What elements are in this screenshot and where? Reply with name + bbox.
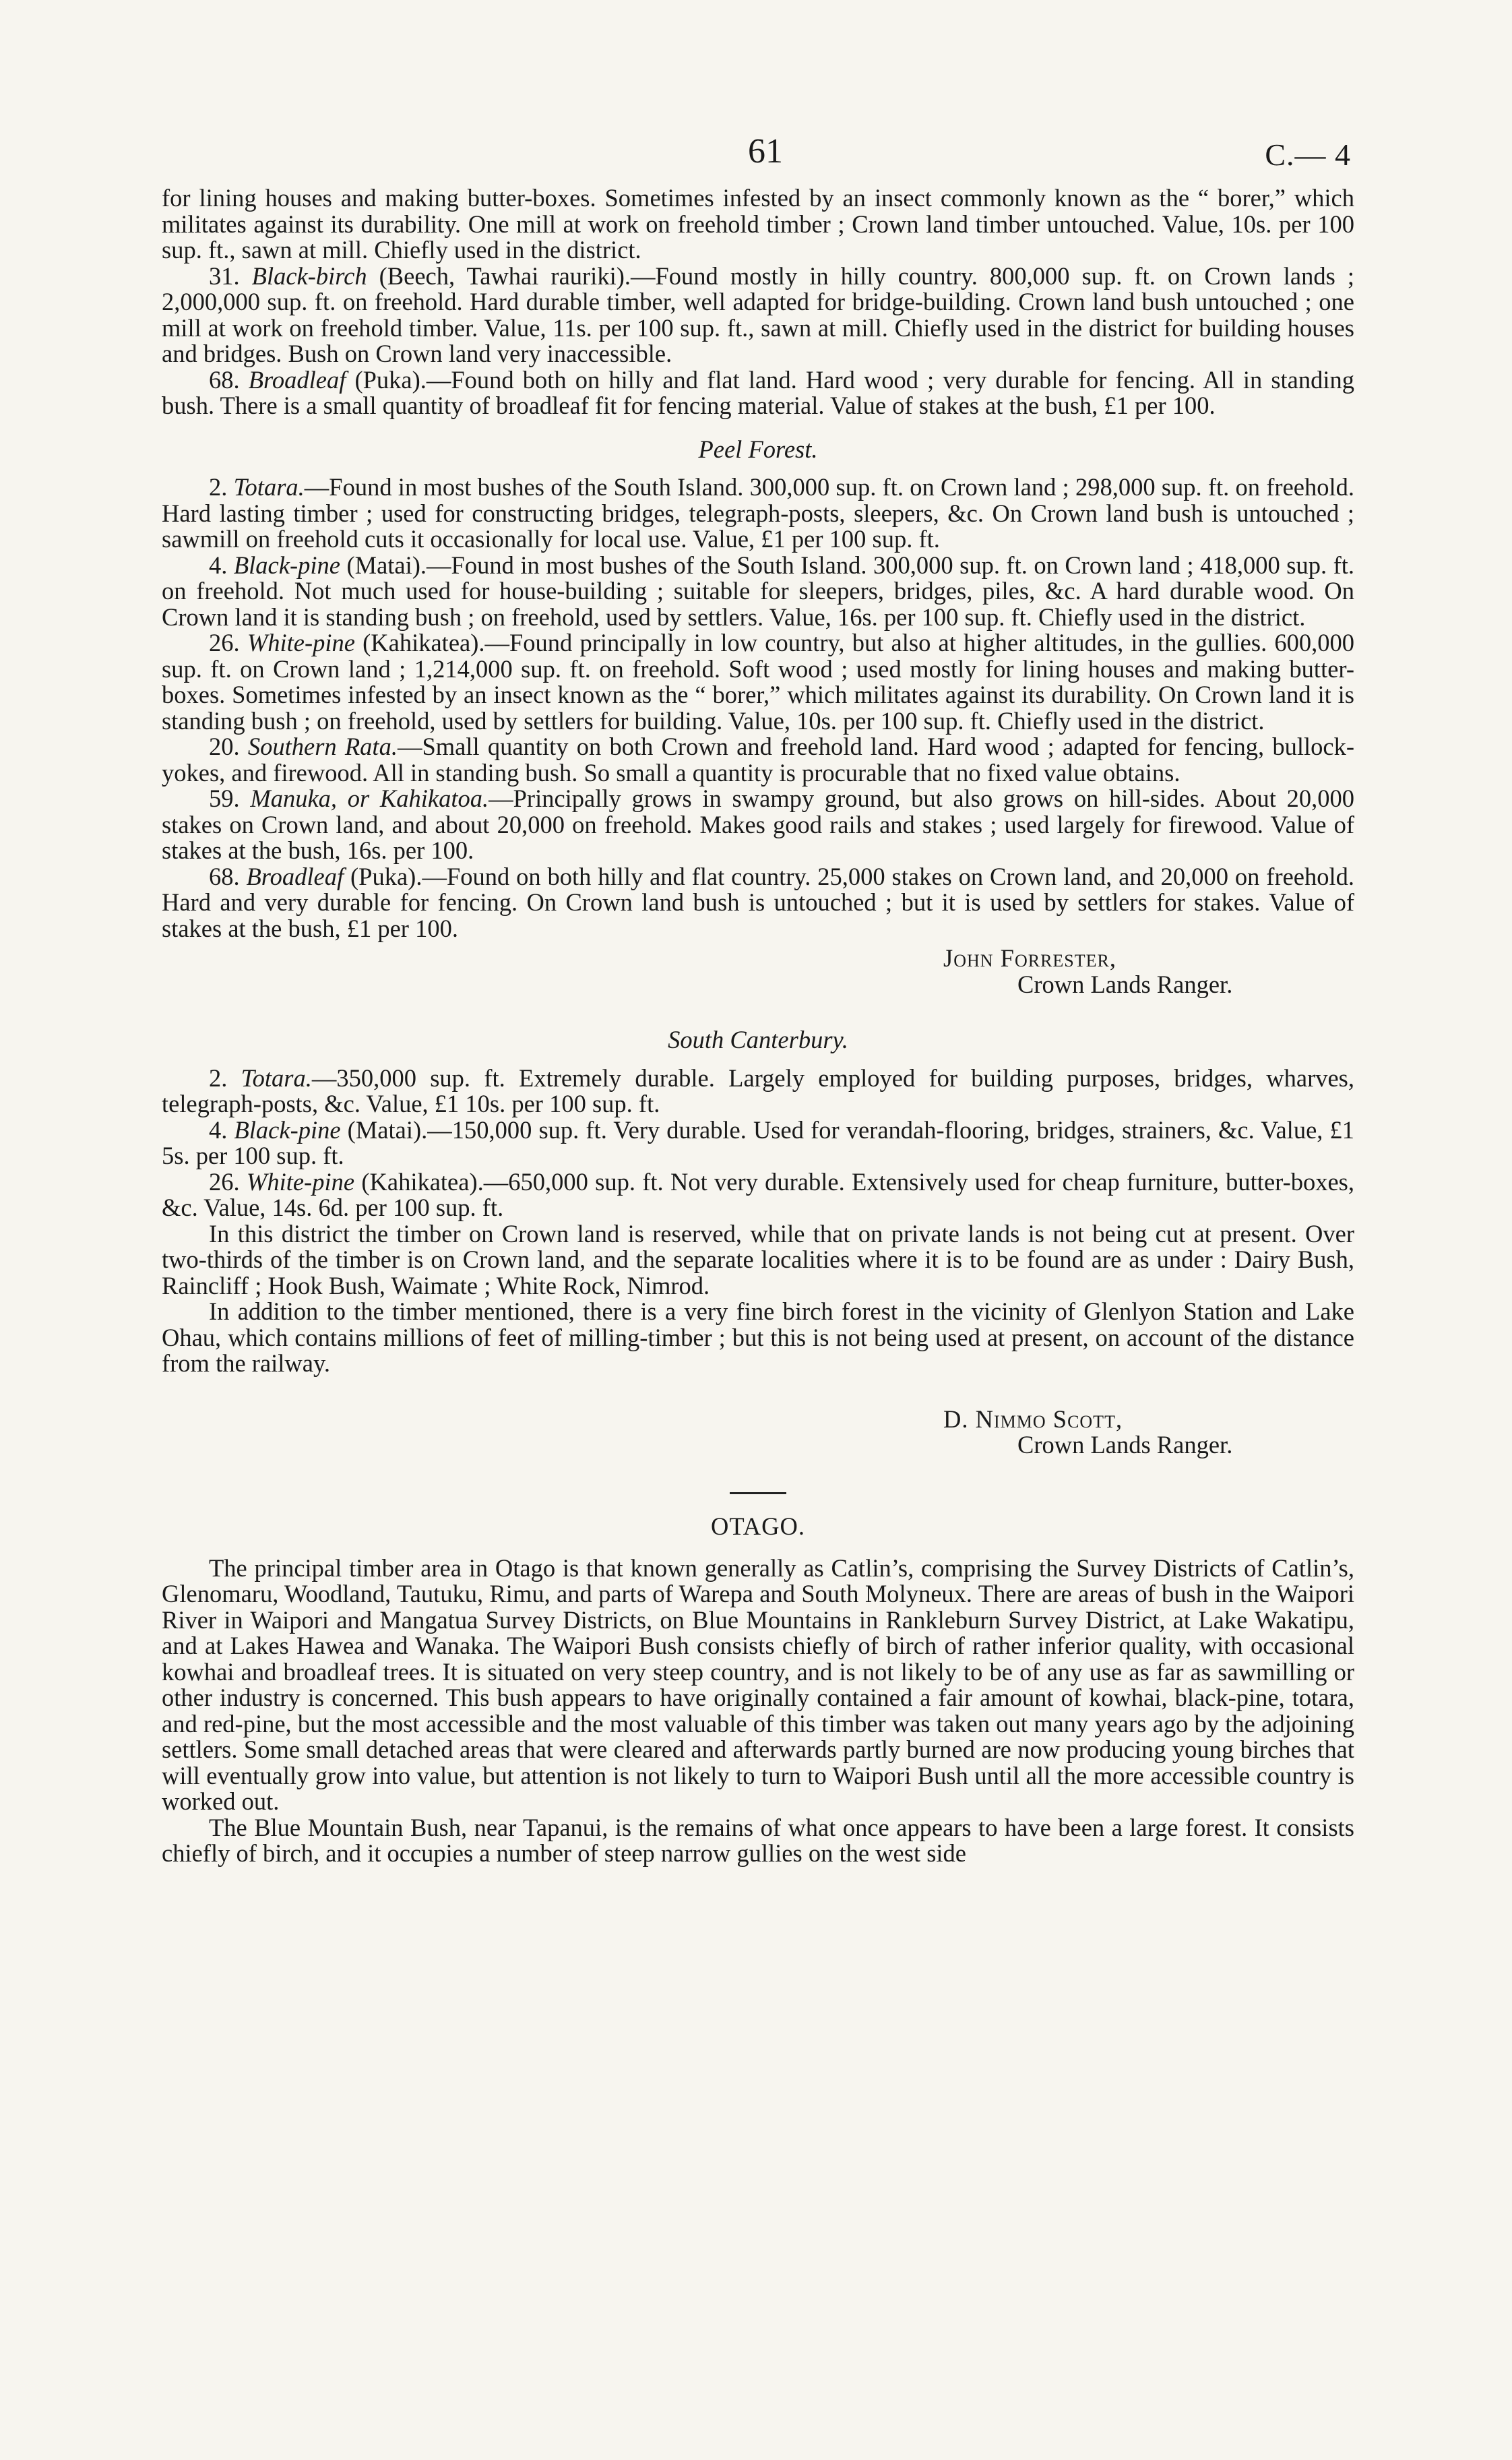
page-number: 61 (748, 132, 783, 171)
body-paragraph: In addition to the timber mentioned, there is a very fine birch forest in the vicinity of Glenlyon Station and Lake Ohau, which contains millions of feet of milling-timber ; but this is not being used at present, on account of the distance from the railway. (162, 1297, 1354, 1377)
body-paragraph: In this district the timber on Crown land is reserved, while that on private lands is not being cut at present. Over two-thirds of the timber is on Crown land, and the separate localities where it is to be found are as under : Dairy Bush, Raincliff ; Hook Bush, Waimate ; White Rock, Nimrod. (162, 1219, 1354, 1299)
section-heading-peel-forest: Peel Forest. (698, 435, 818, 463)
timber-entry: 26. White-pine (Kahikatea).—Found principally in low country, but also at higher altitudes, in the gullies. 600,000 sup. ft. on Crown land ; 1,214,000 sup. ft. on freehold. Soft wood ; used mostly for lining houses and making butter-boxes. Sometimes infested by an insect known as the “ borer,” which militates against its durability. On Crown land it is standing bush ; on freehold, used by settlers for building. Value, 10s. per 100 sup. ft. Chiefly used in the district. (162, 629, 1354, 735)
signature-block (943, 946, 1354, 997)
section-heading-otago: OTAGO. (711, 1512, 805, 1540)
body-paragraph: The Blue Mountain Bush, near Tapanui, is the remains of what once appears to have been a large forest. It consists chiefly of birch, and it occupies a number of steep narrow gullies on the west side (162, 1813, 1354, 1867)
timber-entry: 4. Black-pine (Matai).—Found in most bushes of the South Island. 300,000 sup. ft. on Crown land ; 418,000 sup. ft. on freehold. Not much used for house-building ; suitable for sleepers, bridges, piles, &c. A hard durable wood. On Crown land it is standing bush ; on freehold, used by settlers. Value, 16s. per 100 sup. ft. Chiefly used in the district. (162, 551, 1355, 631)
timber-entry: 4. Black-pine (Matai).—150,000 sup. ft. Very durable. Used for verandah-flooring, bridges, strainers, &c. Value, £1 5s. per 100 sup. ft. (162, 1115, 1355, 1169)
signatory-title: Crown Lands Ranger. (1017, 1431, 1233, 1458)
continued-paragraph: for lining houses and making butter-boxes. Sometimes infested by an insect commonly known as the “ borer,” which militates against its durability. One mill at work on freehold timber ; Crown land timber untouched. Value, 10s. per 100 sup. ft., sawn at mill. Chiefly used in the district. (162, 184, 1354, 264)
page-header (162, 131, 1354, 185)
document-reference: C.— 4 (1265, 137, 1351, 172)
section-heading-south-canterbury: South Canterbury. (668, 1026, 848, 1053)
signatory-name: John Forrester, (943, 944, 1116, 972)
body-paragraph: The principal timber area in Otago is that known generally as Catlin’s, comprising the Survey Districts of Catlin’s, Glenomaru, Woodland, Tautuku, Rimu, and parts of Warepa and South Molyneux. There are areas of bush in the Waipori River in Waipori and Mangatua Survey Districts, on Blue Mountains in Rankleburn Survey District, at Lake Wakatipu, and at Lakes Hawea and Wanaka. The Waipori Bush consists chiefly of birch of rather inferior quality, with occasional kowhai and broadleaf trees. It is situated on very steep country, and is not likely to be of any use as far as sawmilling or other industry is concerned. This bush appears to have originally contained a fair amount of kowhai, black-pine, totara, and red-pine, but the most accessible and the most valuable of this timber was taken out many years ago by the adjoining settlers. Some small detached areas that were cleared and afterwards partly burned are now producing young birches that will eventually grow into value, but attention is not likely to turn to Waipori Bush until all the more accessible country is worked out. (162, 1554, 1354, 1815)
signatory-name: D. Nimmo Scott, (943, 1405, 1123, 1433)
timber-entry: 20. Southern Rata.—Small quantity on both Crown and freehold land. Hard wood ; adapted for fencing, bullock-yokes, and firewood. All in standing bush. So small a quantity is procurable that no fixed value obtains. (162, 733, 1354, 787)
timber-entry: 2. Totara.—Found in most bushes of the South Island. 300,000 sup. ft. on Crown land ; 298,000 sup. ft. on freehold. Hard lasting timber ; used for constructing bridges, telegraph-posts, sleepers, &c. On Crown land bush is untouched ; sawmill on freehold cuts it occasionally for local use. Value, £1 per 100 sup. ft. (162, 473, 1354, 553)
timber-entry: 68. Broadleaf (Puka).—Found on both hilly and flat country. 25,000 stakes on Crown land, and 20,000 on freehold. Hard and very durable for fencing. On Crown land bush is untouched ; but it is used by settlers for stakes. Value of stakes at the bush, £1 per 100. (162, 862, 1355, 942)
signatory-title: Crown Lands Ranger. (1017, 970, 1233, 998)
signature-block (943, 1407, 1354, 1458)
timber-entry: 31. Black-birch (Beech, Tawhai rauriki).—Found mostly in hilly country. 800,000 sup. ft. on Crown lands ; 2,000,000 sup. ft. on freehold. Hard durable timber, well adapted for bridge-building. Crown land bush untouched ; one mill at work on freehold timber. Value, 11s. per 100 sup. ft., sawn at mill. Chiefly used in the district for building houses and bridges. Bush on Crown land very inaccessible. (162, 262, 1355, 367)
timber-entry: 68. Broadleaf (Puka).—Found both on hilly and flat land. Hard wood ; very durable for fencing. All in standing bush. There is a small quantity of broadleaf fit for fencing material. Value of stakes at the bush, £1 per 100. (162, 365, 1355, 419)
document-page (162, 131, 1354, 1867)
section-divider (730, 1492, 786, 1494)
timber-entry: 2. Totara.—350,000 sup. ft. Extremely durable. Largely employed for building purposes, bridges, wharves, telegraph-posts, &c. Value, £1 10s. per 100 sup. ft. (162, 1064, 1354, 1117)
timber-entry: 26. White-pine (Kahikatea).—650,000 sup. ft. Not very durable. Extensively used for cheap furniture, butter-boxes, &c. Value, 14s. 6d. per 100 sup. ft. (162, 1167, 1355, 1221)
timber-entry: 59. Manuka, or Kahikatoa.—Principally grows in swampy ground, but also grows on hill-sides. About 20,000 stakes on Crown land, and about 20,000 on freehold. Makes good rails and stakes ; used largely for firewood. Value of stakes at the bush, 16s. per 100. (162, 785, 1355, 864)
